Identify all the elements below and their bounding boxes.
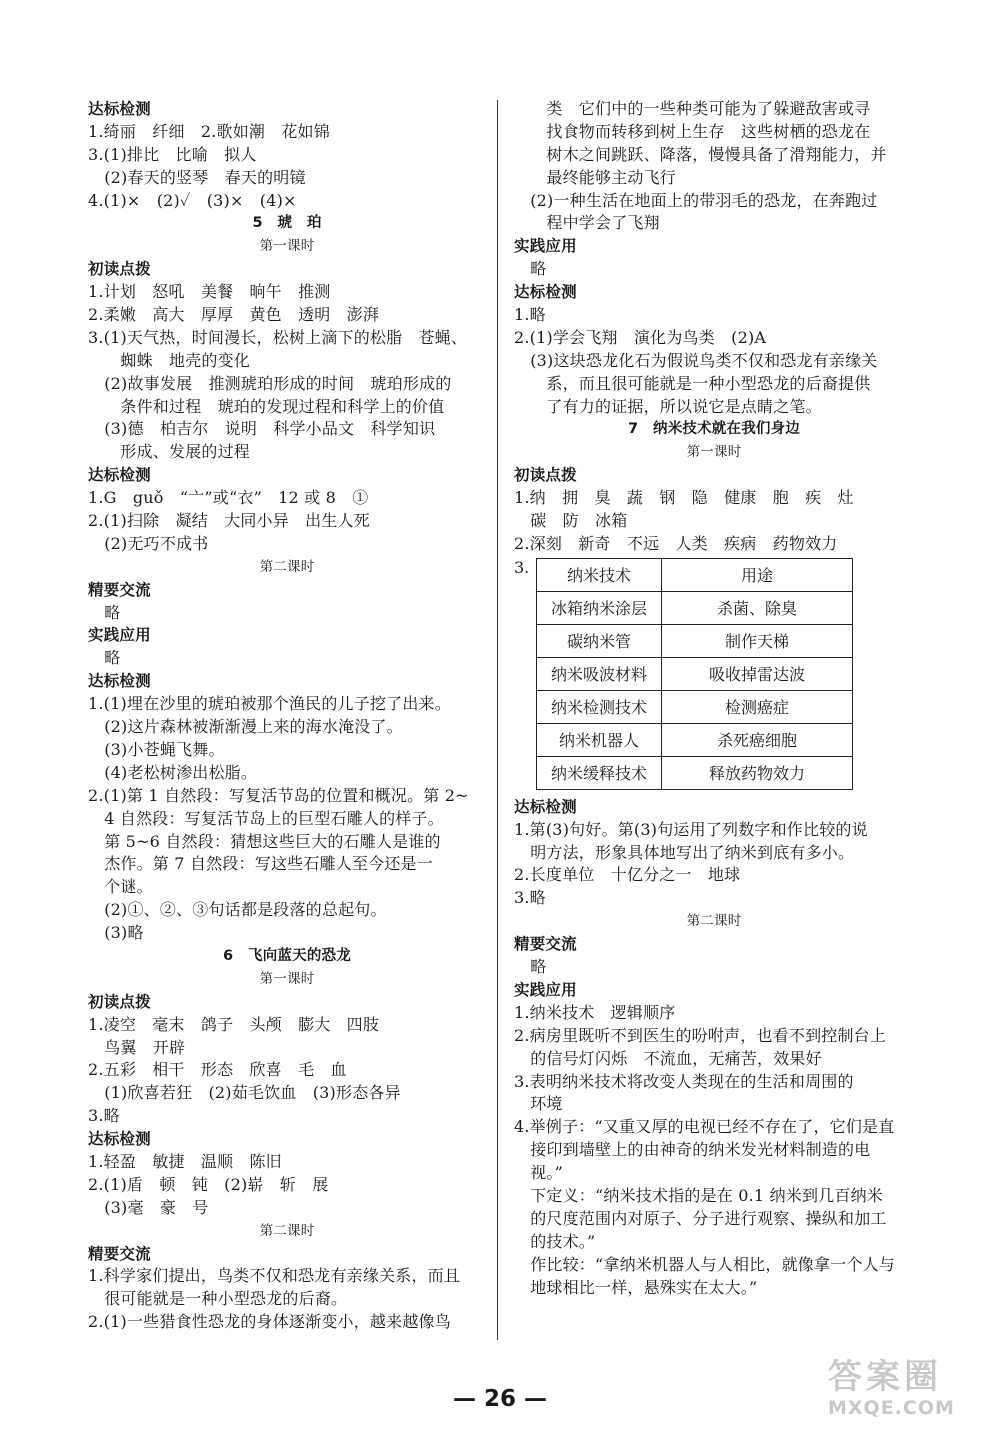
- left-column: [88, 98, 486, 1334]
- answer-line: 2.深刻 新奇 不远 人类 疾病 药物效力: [514, 533, 838, 553]
- answer-line: 形成、发展的过程: [88, 442, 251, 462]
- table-cell: 杀死癌细胞: [662, 723, 853, 756]
- table-cell: 检测癌症: [662, 690, 853, 723]
- answer-line: 最终能够主动飞行: [514, 167, 677, 187]
- answer-line: 条件和过程 琥珀的发现过程和科学上的价值: [88, 396, 445, 416]
- answer-line: 2.(1)学会飞翔 演化为鸟类 (2)A: [514, 327, 767, 347]
- answer-line: (2)①、②、③句话都是段落的总起句。: [88, 900, 387, 920]
- lesson-period: 第一课时: [686, 444, 742, 461]
- section-heading: 达标检测: [88, 672, 151, 691]
- answer-line: 略: [88, 602, 121, 622]
- section-heading: 初读点拨: [88, 992, 151, 1011]
- answer-line: 1.纳米技术 逻辑顺序: [514, 1002, 676, 1022]
- answer-line: 1.(1)埋在沙里的琥珀被那个渔民的儿子挖了出来。: [88, 694, 451, 714]
- answer-line: 蜘蛛 地壳的变化: [88, 350, 251, 370]
- section-heading: 初读点拨: [88, 260, 151, 279]
- answer-line: (1)欣喜若狂 (2)茹毛饮血 (3)形态各异: [88, 1083, 401, 1103]
- page-number: — 26 —: [452, 1386, 548, 1412]
- answer-line: 1.第(3)句好。第(3)句运用了列数字和作比较的说: [514, 819, 868, 839]
- answer-line: 2.病房里既听不到医生的吩咐声，也看不到控制台上: [514, 1025, 887, 1045]
- answer-line: 程中学会了飞翔: [514, 213, 660, 233]
- table-header-cell: 纳米技术: [537, 558, 662, 591]
- answer-line: (3)略: [88, 923, 144, 943]
- table-cell: 纳米机器人: [537, 723, 662, 756]
- answer-line: 1.计划 怒吼 美餐 晌午 推测: [88, 282, 331, 302]
- answer-line: 地球相比一样，悬殊实在太大。”: [514, 1277, 758, 1297]
- section-heading: 初读点拨: [514, 466, 577, 485]
- answer-line: 2.(1)第 1 自然段：写复活节岛的位置和概况。第 2~: [88, 785, 469, 805]
- lesson-period: 第二课时: [259, 558, 315, 575]
- answer-line: 作比较：“拿纳米机器人与人相比，就像拿一个人与: [514, 1254, 895, 1274]
- answer-line: 2.(1)盾 顿 钝 (2)崭 斩 展: [88, 1174, 329, 1194]
- answer-line: 碳 防 冰箱: [514, 511, 628, 531]
- section-heading: 达标检测: [514, 283, 577, 302]
- lesson-period: 第一课时: [259, 970, 315, 987]
- answer-line: (2)无巧不成书: [88, 533, 209, 553]
- section-heading: 实践应用: [88, 626, 151, 645]
- lesson-period: 第二课时: [686, 913, 742, 930]
- answer-line: 3.略: [88, 1106, 120, 1126]
- table-cell: 纳米吸波材料: [537, 657, 662, 690]
- answer-line: 1.绮丽 纤细 2.歌如潮 花如锦: [88, 121, 330, 141]
- answer-line: 个谜。: [88, 877, 153, 897]
- nano-tech-table: [536, 558, 853, 790]
- answer-line: 找食物而转移到树上生存 这些树栖的恐龙在: [514, 121, 871, 141]
- table-header-cell: 用途: [662, 558, 853, 591]
- table-cell: 释放药物效力: [662, 756, 853, 789]
- table-cell: 纳米检测技术: [537, 690, 662, 723]
- section-heading: 实践应用: [514, 980, 577, 999]
- lesson-title: 7 纳米技术就在我们身边: [628, 421, 800, 438]
- answer-line: (4)老松树渗出松脂。: [88, 762, 258, 782]
- answer-line: 略: [514, 259, 547, 279]
- answer-line: 了有力的证据，所以说它是点睛之笔。: [514, 396, 822, 416]
- answer-line: 的技术。”: [514, 1231, 596, 1251]
- table-cell: 杀菌、除臭: [662, 591, 853, 624]
- answer-line: (2)春天的竖琴 春天的明镜: [88, 167, 306, 187]
- table-cell: 冰箱纳米涂层: [537, 591, 662, 624]
- lesson-period: 第一课时: [259, 238, 315, 255]
- answer-line: 鸟翼 开辟: [88, 1037, 186, 1057]
- answer-line: 1.科学家们提出，鸟类不仅和恐龙有亲缘关系，而且: [88, 1266, 461, 1286]
- answer-line: (2)这片森林被渐渐漫上来的海水淹没了。: [88, 717, 403, 737]
- right-bottom-block: [514, 796, 914, 1300]
- answer-line: 1.凌空 毫末 鸽子 头颅 膨大 四肢: [88, 1014, 380, 1034]
- section-heading: 达标检测: [514, 797, 577, 816]
- table-row: [537, 657, 853, 690]
- answer-line: 2.柔嫩 高大 厚厚 黄色 透明 澎湃: [88, 305, 380, 325]
- table-cell: 纳米缓释技术: [537, 756, 662, 789]
- table-cell: 碳纳米管: [537, 624, 662, 657]
- section-heading: 实践应用: [514, 237, 577, 256]
- section-heading: 精要交流: [88, 1244, 151, 1263]
- nano-table-block: [514, 558, 914, 790]
- answer-line: 2.(1)扫除 凝结 大同小异 出生人死: [88, 511, 370, 531]
- answer-line: 明方法，形象具体地写出了纳米到底有多小。: [514, 842, 855, 862]
- answer-line: 4 自然段：写复活节岛上的巨型石雕人的样子。: [88, 808, 444, 828]
- answer-line: (3)小苍蝇飞舞。: [88, 739, 225, 759]
- table-row: [537, 723, 853, 756]
- answer-line: 下定义：“纳米技术指的是在 0.1 纳米到几百纳米: [514, 1185, 883, 1205]
- watermark-url: MXQE.COM: [828, 1397, 955, 1419]
- section-heading: 精要交流: [514, 935, 577, 954]
- right-column: [514, 98, 914, 1299]
- table-cell: 制作天梯: [662, 624, 853, 657]
- table-item-number: 3.: [514, 557, 530, 577]
- column-divider: [497, 100, 498, 1340]
- answer-line: 2.五彩 相干 形态 欣喜 毛 血: [88, 1060, 347, 1080]
- table-row: [537, 591, 853, 624]
- section-heading: 达标检测: [88, 100, 151, 118]
- answer-line: 2.长度单位 十亿分之一 地球: [514, 865, 741, 885]
- answer-line: 系，而且很可能就是一种小型恐龙的后裔提供: [514, 373, 871, 393]
- answer-line: 的信号灯闪烁 不流血，无痛苦，效果好: [514, 1048, 822, 1068]
- lesson-title: 6 飞向蓝天的恐龙: [223, 947, 351, 964]
- answer-line: 2.(1)一些猎食性恐龙的身体逐渐变小，越来越像鸟: [88, 1312, 451, 1332]
- section-heading: 精要交流: [88, 580, 151, 599]
- answer-line: 视。”: [514, 1163, 563, 1183]
- answer-line: 环境: [514, 1094, 563, 1114]
- answer-line: 4.(1)× (2)✓ (3)× (4)×: [88, 190, 297, 210]
- lesson-period: 第二课时: [259, 1222, 315, 1239]
- answer-line: 3.表明纳米技术将改变人类现在的生活和周围的: [514, 1071, 854, 1091]
- answer-line: (3)这块恐龙化石为假说鸟类不仅和恐龙有亲缘关: [514, 350, 878, 370]
- right-top-block: [514, 98, 914, 556]
- answer-line: 类 它们中的一些种类可能为了躲避敌害或寻: [514, 99, 871, 118]
- watermark-text: 答案圈: [828, 1357, 942, 1397]
- answer-line: 略: [88, 648, 121, 668]
- watermark-logo: [828, 1357, 978, 1425]
- answer-line: (2)故事发展 推测琥珀形成的时间 琥珀形成的: [88, 373, 452, 393]
- section-heading: 达标检测: [88, 466, 151, 485]
- answer-line: 略: [514, 957, 547, 977]
- answer-line: 接印到墙壁上的由神奇的纳米发光材料制造的电: [514, 1140, 871, 1160]
- answer-line: 杰作。第 7 自然段：写这些石雕人至今还是一: [88, 854, 433, 874]
- answer-line: 3.(1)天气热，时间漫长，松树上滴下的松脂 苍蝇、: [88, 327, 468, 347]
- section-heading: 达标检测: [88, 1130, 151, 1149]
- lesson-title: 5 琥 珀: [252, 215, 322, 232]
- table-cell: 吸收掉雷达波: [662, 657, 853, 690]
- answer-line: 3.略: [514, 888, 546, 908]
- answer-line: 4.举例子：“又重又厚的电视已经不存在了，它们是直: [514, 1117, 895, 1137]
- answer-line: 1.G guǒ “亠”或“衣” 12 或 8 ①: [88, 488, 369, 508]
- answer-line: 第 5~6 自然段：猜想这些巨大的石雕人是谁的: [88, 831, 441, 851]
- answer-line: (2)一种生活在地面上的带羽毛的恐龙，在奔跑过: [514, 190, 878, 210]
- table-row: [537, 624, 853, 657]
- answer-line: 树木之间跳跃、降落，慢慢具备了滑翔能力，并: [514, 144, 887, 164]
- table-row: [537, 756, 853, 789]
- answer-line: 很可能就是一种小型恐龙的后裔。: [88, 1289, 348, 1309]
- answer-line: 的尺度范围内对原子、分子进行观察、操纵和加工: [514, 1208, 887, 1228]
- table-row: [537, 690, 853, 723]
- table-header-row: [537, 558, 853, 591]
- answer-line: 3.(1)排比 比喻 拟人: [88, 144, 257, 164]
- answer-line: 1.略: [514, 305, 546, 325]
- answer-line: 1.纳 拥 臭 蔬 钢 隐 健康 胞 疾 灶: [514, 488, 854, 508]
- answer-line: 1.轻盈 敏捷 温顺 陈旧: [88, 1151, 282, 1171]
- answer-line: (3)德 柏吉尔 说明 科学小品文 科学知识: [88, 419, 436, 439]
- answer-line: (3)毫 豪 号: [88, 1197, 209, 1217]
